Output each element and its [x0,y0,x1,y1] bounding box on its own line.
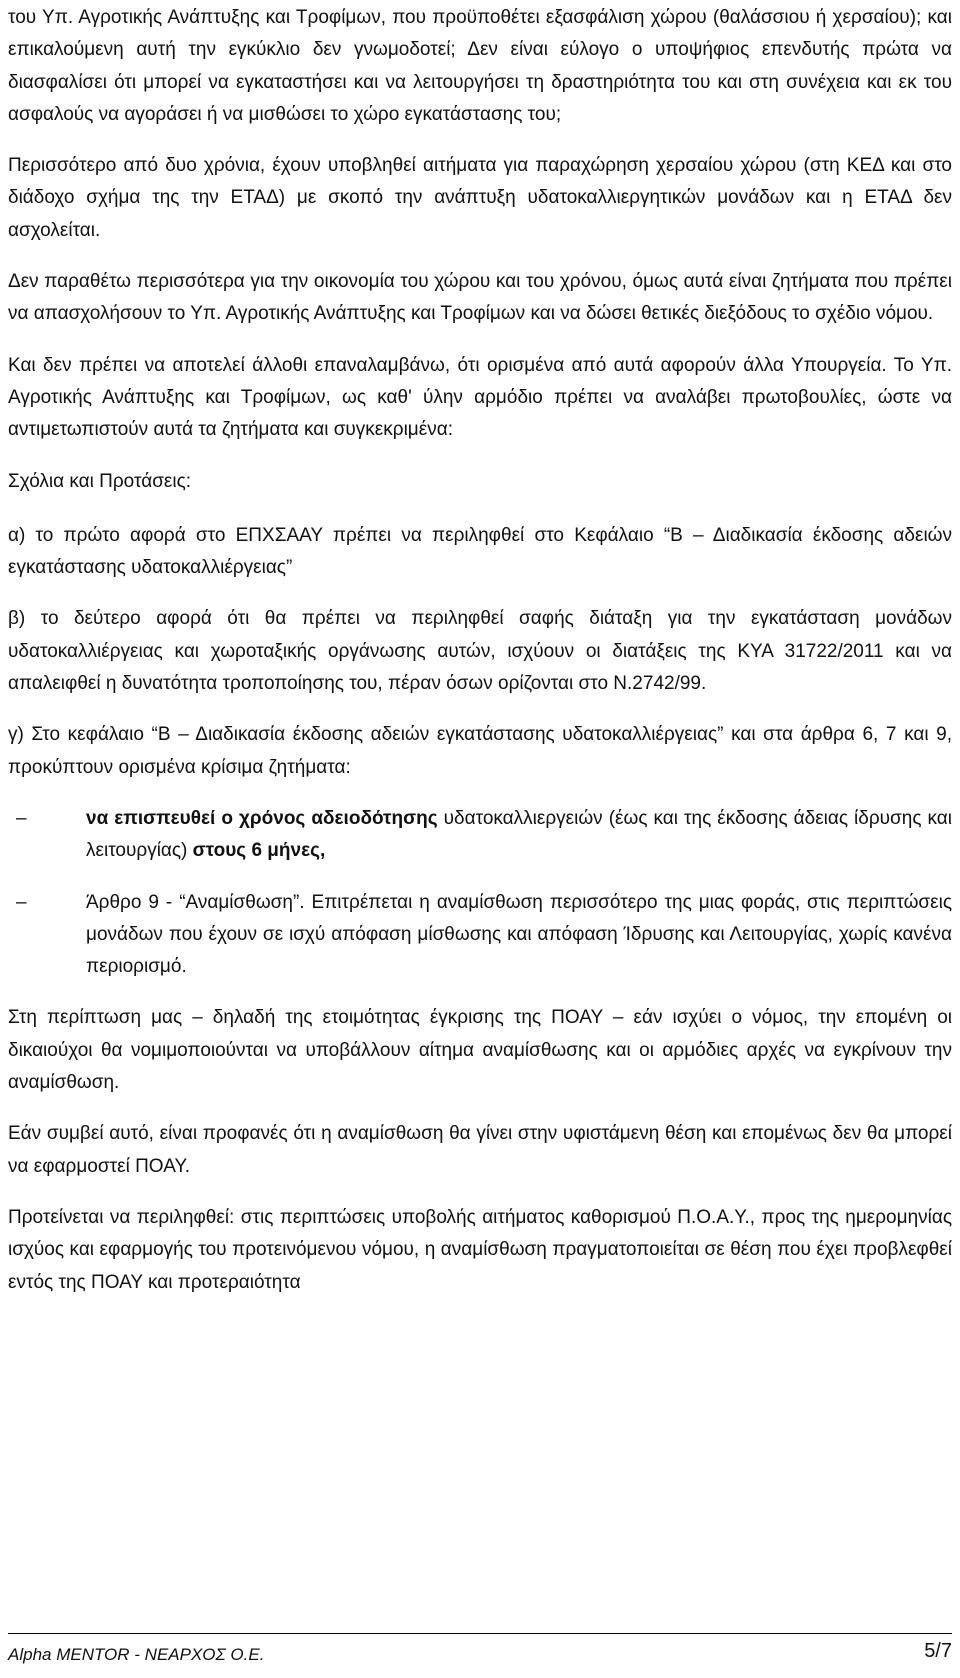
list-item-text: υδατοκαλλιεργειών (έως και της έκδοσης άδειας ίδρυσης και λειτουργίας) [86,807,953,862]
paragraph: του Υπ. Αγροτικής Ανάπτυξης και Τροφίμων, που προϋποθέτει εξασφάλιση χώρου (θαλάσσιου ή χερσαίου); και επικαλούμενη αυτή την εγκύκλιο δεν γνωμοδοτεί; Δεν είναι εύλογο ο υποψήφιος επενδυτής πρώτα να διασφαλίσει ότι μπορεί να εγκαταστήσει και να λειτουργήσει τη δραστηριότητα του και στη συνέχεια και εκ του ασφαλούς να αγοράσει ή να μισθώσει το χώρο εγκατάστασης του; [8,7,952,125]
paragraph: Και δεν πρέπει να αποτελεί άλλοθι επαναλαμβάνω, ότι ορισμένα από αυτά αφορούν άλλα Υπουργεία. Το Υπ. Αγροτικής Ανάπτυξης και Τροφίμων, ως καθ' ύλην αρμόδιο πρέπει να αναλάβει πρωτοβουλίες, ώστε να αντιμετωπιστούν αυτά τα ζητήματα και συγκεκριμένα: [8,354,952,441]
paragraph: Προτείνεται να περιληφθεί: στις περιπτώσεις υποβολής αιτήματος καθορισμού Π.Ο.Α.Υ., προς της ημερομηνίας ισχύος και εφαρμογής του προτεινόμενου νόμου, η αναμίσθωση πραγματοποιείται σε θέση που έχει προβλεφθεί εντός της ΠΟΑΥ και προτεραιότητα [8,1206,952,1293]
document-body [8,2,952,1318]
footer-divider [8,1633,952,1634]
paragraph: γ) Στο κεφάλαιο “Β – Διαδικασία έκδοσης αδειών εγκατάστασης υδατοκαλλιέργειας” και στα άρθρα 6, 7 και 9, προκύπτουν ορισμένα κρίσιμα ζητήματα: [8,724,952,778]
paragraph: β) το δεύτερο αφορά ότι θα πρέπει να περιληφθεί σαφής διάταξη για την εγκατάσταση μονάδων υδατοκαλλιέργειας και χωροταξικής οργάνωσης αυτών, ισχύουν οι διατάξεις της ΚΥΑ 31722/2011 και να απαλειφθεί η δυνατότητα τροποποίησης του, πέραν όσων ορίζονται στο Ν.2742/99. [8,608,952,695]
dash-marker: – [16,891,27,913]
list-item-text: Άρθρο 9 - “Αναμίσθωση”. Επιτρέπεται η αναμίσθωση περισσότερο της μιας φοράς, στις περιπτώσεις μονάδων που έχουν σε ισχύ απόφαση μίσθωσης και απόφαση Ίδρυσης και Λειτουργίας, χωρίς κανένα περιορισμό. [86,891,952,978]
paragraph: Στη περίπτωση μας – δηλαδή της ετοιμότητας έγκρισης της ΠΟΑΥ – εάν ισχύει ο νόμος, την επομένη οι δικαιούχοι θα νομιμοποιούνται να υποβάλλουν αίτημα αναμίσθωσης και οι αρμόδιες αρχές να εγκρίνουν την αναμίσθωση. [8,1007,952,1094]
bold-text: να επισπευθεί ο χρόνος αδειοδότησης [86,807,438,829]
section-heading: Σχόλια και Προτάσεις: [8,470,192,492]
page-number: 5/7 [924,1640,952,1662]
list-item [8,887,952,984]
bold-text: στους 6 μήνες, [192,840,326,862]
paragraph: Περισσότερο από δυο χρόνια, έχουν υποβληθεί αιτήματα για παραχώρηση χερσαίου χώρου (στη ΚΕΔ και στο διάδοχο σχήμα της την ΕΤΑΔ) με σκοπό την ανάπτυξη υδατοκαλλιεργητικών μονάδων και η ΕΤΑΔ δεν ασχολείται. [8,155,952,241]
dash-marker: – [16,807,27,829]
paragraph: Δεν παραθέτω περισσότερα για την οικονομία του χώρου και του χρόνου, όμως αυτά είναι ζητήματα που πρέπει να απασχολήσουν το Υπ. Αγροτικής Ανάπτυξης και Τροφίμων και να δώσει θετικές διεξόδους το σχέδιο νόμου. [8,271,952,325]
paragraph: α) το πρώτο αφορά στο ΕΠΧΣΑΑΥ πρέπει να περιληφθεί στο Κεφάλαιο “Β – Διαδικασία έκδοσης αδειών εγκατάστασης υδατοκαλλιέργειας” [8,524,952,579]
footer-company: Alpha MENTOR - ΝΕΑΡΧΟΣ Ο.Ε. [8,1645,265,1664]
paragraph: Εάν συμβεί αυτό, είναι προφανές ότι η αναμίσθωση θα γίνει στην υφιστάμενη θέση και επομένως δεν θα μπορεί να εφαρμοστεί ΠΟΑΥ. [8,1123,952,1177]
list-item [8,803,952,868]
